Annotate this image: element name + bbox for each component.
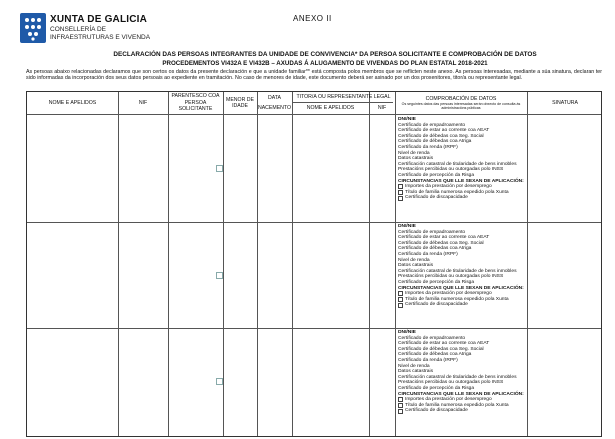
consult-item: DNI/NIE: [398, 117, 416, 122]
minor-checkbox-3[interactable]: [216, 378, 223, 385]
minor-checkbox-2[interactable]: [216, 272, 223, 279]
consult-list-3: [398, 330, 526, 414]
title-line1: DECLARACIÓN DAS PERSOAS INTEGRANTES DA UNIDADE DE CONVIVENCIA* DA PERSOA SOLICITANTE E COMPROBACIÓN DE DATOS: [113, 51, 537, 58]
optional-label: Título de familia numerosa expedido pola Xunta: [405, 296, 509, 302]
optional-checkbox[interactable]: [398, 303, 403, 308]
consult-item: Prestacións percibidas ou outorgadas polo INSS: [398, 274, 504, 280]
consult-item: DNI/NIE: [398, 330, 416, 335]
header-name: NOME E APELIDOS: [48, 99, 97, 106]
consult-item: Certificado da renda (IRPF): [398, 357, 458, 363]
header-check: [395, 92, 527, 114]
document-title: [60, 51, 590, 68]
org-sub-line1: CONSELLERÍA DE: [50, 26, 106, 33]
title-line2: PROCEDEMENTOS VI432A E VI432B – AXUDAS Á ALUGAMENTO DE VIVENDAS DO PLAN ESTATAL 2018-2021: [162, 60, 488, 67]
xunta-galicia-logo-icon: [18, 11, 50, 45]
header-signature: SINATURA: [552, 99, 578, 106]
consult-item: Datos catastrais: [398, 369, 434, 375]
optional-checkbox[interactable]: [398, 184, 403, 189]
consult-list-1: [398, 117, 526, 201]
consult-item: Certificado de empadroamento: [398, 335, 466, 341]
optional-item[interactable]: [398, 302, 526, 308]
consult-item: Certificado de débedas coa Atriga: [398, 352, 472, 358]
consult-item: Certificado de estar ao corrente coa AEAT: [398, 128, 490, 134]
consult-item: Datos catastrais: [398, 263, 434, 269]
header-check-sub: Os seguintes datos das persoas interesadas serán obxecto de consulta ás administracións públicas: [401, 102, 521, 111]
optional-label: Importes da prestación por desemprego: [405, 291, 492, 297]
consult-item: Certificado de débedas coa Atriga: [398, 246, 472, 252]
optional-item[interactable]: [398, 408, 526, 414]
consult-item: Nivel de renda: [398, 150, 430, 156]
consult-item: Nivel de renda: [398, 363, 430, 369]
header-guardian-nif: NIF: [377, 104, 387, 111]
optional-label: Certificado de discapacidade: [405, 195, 468, 201]
optional-checkbox[interactable]: [398, 190, 403, 195]
optional-checkbox[interactable]: [398, 409, 403, 414]
members-table: [26, 91, 602, 437]
intro-paragraph: As persoas abaixo relacionadas declaramos que son certos os datos da presente declaración e que a unidade familiar** está composta polos membros que se reflicten neste anexo. As persoas interesadas, mediante a súa sinatura, declaran ter sido informadas da incorporación dos seus datos persoais ao expediente en tramitación. No caso de menores de idade, este documento deberá ser asinado por un dos proxenitores, titor/a ou representante legal.: [26, 69, 602, 82]
consult-item: Certificado de débedas coa Seg. Social: [398, 133, 484, 139]
consult-item: DNI/NIE: [398, 224, 416, 229]
header-relationship: PARENTESCO COA PERSOA SOLICITANTE: [171, 93, 220, 113]
consult-item: Certificado de percepción da Risga: [398, 172, 475, 178]
annex-label: ANEXO II: [293, 14, 332, 23]
consult-item: Certificado de estar ao corrente coa AEAT: [398, 235, 490, 241]
optional-checkbox[interactable]: [398, 403, 403, 408]
consult-item: Certificado da renda (IRPF): [398, 251, 458, 257]
optional-label: Título de familia numerosa expedido pola Xunta: [405, 189, 509, 195]
org-sub-line2: INFRAESTRUTURAS E VIVENDA: [50, 33, 151, 41]
consult-item: Certificado de percepción da Risga: [398, 385, 475, 391]
org-name: XUNTA DE GALICIA: [50, 14, 148, 25]
optional-label: Certificado de discapacidade: [405, 408, 468, 414]
optional-checkbox[interactable]: [398, 397, 403, 402]
consult-item: Certificación catastral de titularidade de bens inmobles: [398, 161, 517, 167]
header-date-birth: [257, 92, 292, 114]
consult-item: Certificado de débedas coa Seg. Social: [398, 346, 484, 352]
optional-checkbox[interactable]: [398, 196, 403, 201]
consult-list-2: [398, 224, 526, 308]
optional-label: Certificado de discapacidade: [405, 302, 468, 308]
optional-label: Título de familia numerosa expedido pola Xunta: [405, 402, 509, 408]
consult-item: Certificado de estar ao corrente coa AEAT: [398, 341, 490, 347]
consult-item: Certificado de empadroamento: [398, 229, 466, 235]
header-check-title: COMPROBACIÓN DE DATOS: [425, 95, 497, 102]
consult-item: Certificado da renda (IRPF): [398, 144, 458, 150]
header-date: DATA: [267, 95, 282, 101]
consult-item: Certificado de débedas coa Seg. Social: [398, 240, 484, 246]
minor-checkbox-1[interactable]: [216, 165, 223, 172]
consult-item: Certificado de percepción da Risga: [398, 279, 475, 285]
header-guardian: TITOR/A OU REPRESENTANTE LEGAL: [296, 93, 391, 100]
consult-item: Prestacións percibidas ou outorgadas polo INSS: [398, 167, 504, 173]
header-minor: MENOR DE IDADE: [226, 96, 254, 109]
header-guardian-name: NOME E APELIDOS: [306, 104, 355, 111]
consult-item: Prestacións percibidas ou outorgadas polo INSS: [398, 380, 504, 386]
optional-label: Importes da prestación por desemprego: [405, 397, 492, 403]
consult-item: Certificación catastral de titularidade de bens inmobles: [398, 374, 517, 380]
optional-title: CIRCUNSTANCIAS QUE LLE SEXAN DE APLICACIÓN:: [398, 391, 524, 397]
consult-item: Nivel de renda: [398, 257, 430, 263]
org-subtitle: [50, 26, 190, 41]
optional-title: CIRCUNSTANCIAS QUE LLE SEXAN DE APLICACIÓN:: [398, 285, 524, 291]
optional-title: CIRCUNSTANCIAS QUE LLE SEXAN DE APLICACIÓN:: [398, 178, 524, 184]
consult-item: Certificación catastral de titularidade de bens inmobles: [398, 268, 517, 274]
optional-label: Importes da prestación por desemprego: [405, 184, 492, 190]
header-birth: NACEMENTO: [257, 104, 292, 111]
header-nif: NIF: [138, 99, 148, 106]
consult-item: Certificado de débedas coa Atriga: [398, 139, 472, 145]
consult-item: Certificado de empadroamento: [398, 122, 466, 128]
optional-checkbox[interactable]: [398, 297, 403, 302]
consult-item: Datos catastrais: [398, 156, 434, 162]
optional-checkbox[interactable]: [398, 291, 403, 296]
document-header: [18, 8, 608, 48]
optional-item[interactable]: [398, 195, 526, 201]
